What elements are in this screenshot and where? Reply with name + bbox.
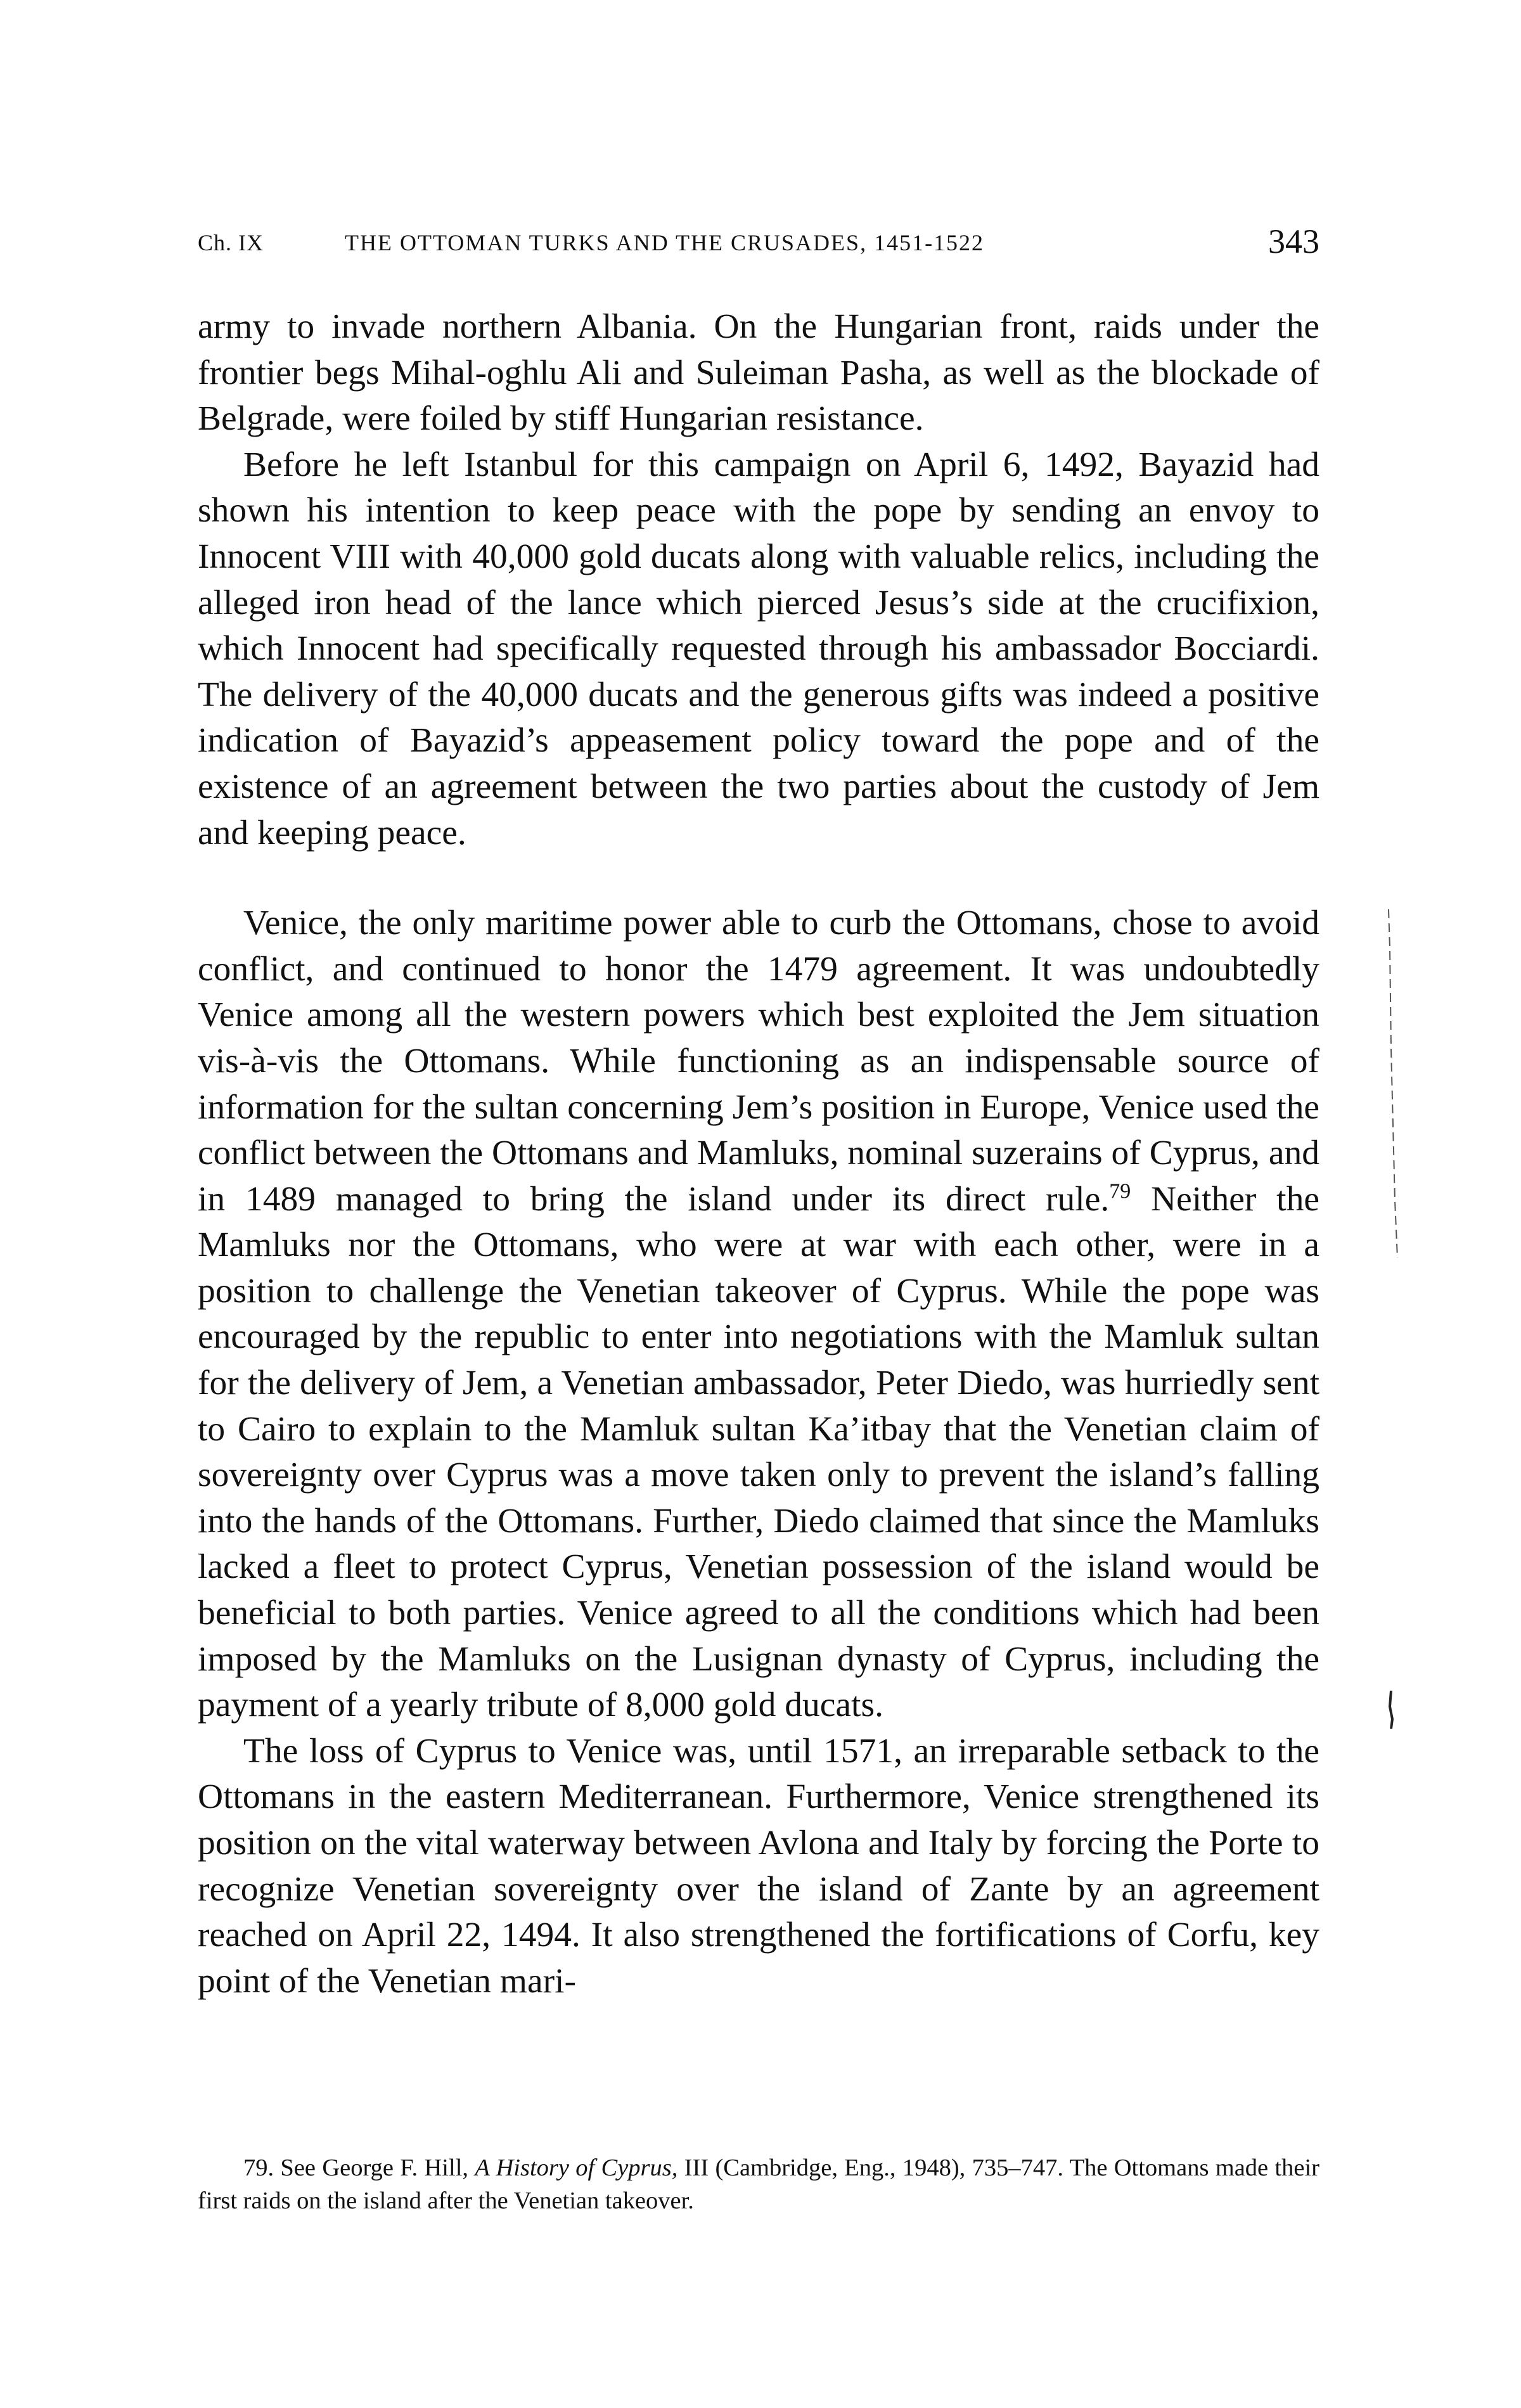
- footnote-book-title: A History of Cyprus,: [475, 2155, 678, 2181]
- body-text: [198, 304, 1319, 2004]
- footnote-text-after: III (Cambridge, Eng., 1948), 735–747. The Ottomans made their first raids on the island after the Venetian takeover.: [198, 2155, 1319, 2214]
- chapter-label: Ch. IX: [198, 230, 264, 255]
- running-head: [198, 222, 1319, 266]
- footnote-text-before: See George F. Hill,: [274, 2155, 475, 2181]
- paragraph-3-text-before: Venice, the only maritime power able to curb the Ottomans, chose to avoid conflict, and continued to honor the 1479 agreement. It was undoubtedly Venice among all the western powers which best exploited the Jem situation vis-à-vis the Ottomans. While functioning as an indispensable source of information for the sultan concerning Jem’s position in Europe, Venice used the conflict between the Ottomans and Mamluks, nominal suzerains of Cyprus, and in 1489 managed to bring the island under its direct rule.: [198, 904, 1319, 1219]
- paragraph-2: Before he left Istanbul for this campaign on April 6, 1492, Bayazid had shown his intention to keep peace with the pope by sending an envoy to Innocent VIII with 40,000 gold ducats along with valuable relics, including the alleged iron head of the lance which pierced Jesus’s side at the crucifixion, which Innocent had specifically requested through his ambassador Bocciardi. The delivery of the 40,000 ducats and the generous gifts was indeed a positive indication of Bayazid’s appeasement policy toward the pope and of the existence of an agreement between the two parties about the custody of Jem and keeping peace.: [198, 445, 1319, 852]
- paragraph-3-text-after: Neither the Mamluks nor the Ottomans, who were at war with each other, were in a position to challenge the Venetian takeover of Cyprus. While the pope was encouraged by the republic to enter into negotiations with the Mamluk sultan for the delivery of Jem, a Venetian ambassador, Peter Diedo, was hurriedly sent to Cairo to explain to the Mamluk sultan Ka’itbay that the Venetian claim of sovereignty over Cyprus was a move taken only to prevent the island’s falling into the hands of the Ottomans. Further, Diedo claimed that since the Mamluks lacked a fleet to protect Cyprus, Venetian possession of the island would be beneficial to both parties. Venice agreed to all the conditions which had been imposed by the Mamluks on the Lusignan dynasty of Cyprus, including the payment of a yearly tribute of 8,000 gold ducats.: [198, 1179, 1319, 1725]
- footnotes: [198, 2151, 1319, 2217]
- footnote-number: 79.: [243, 2155, 274, 2181]
- margin-pencil-mark: [1385, 909, 1404, 1258]
- paragraph-4: The loss of Cyprus to Venice was, until 1571, an irreparable setback to the Ottomans in the eastern Mediterranean. Furthermore, Venice strengthened its position on the vital waterway between Avlona and Italy by forcing the Porte to recognize Venetian sovereignty over the island of Zante by an agreement reached on April 22, 1494. It also strengthened the fortifications of Corfu, key point of the Venetian mari-: [198, 1731, 1319, 2001]
- margin-ink-mark: [1385, 1691, 1397, 1729]
- paragraph-3: [198, 900, 1319, 1729]
- page-number: 343: [1268, 222, 1319, 260]
- chapter-title: THE OTTOMAN TURKS AND THE CRUSADES, 1451-1522: [345, 230, 985, 255]
- footnote-reference[interactable]: 79: [1109, 1179, 1131, 1203]
- footnote-79: [198, 2151, 1319, 2217]
- paragraph-1: army to invade northern Albania. On the Hungarian front, raids under the frontier begs Mihal-oghlu Ali and Suleiman Pasha, as well as the blockade of Belgrade, were foiled by stiff Hungarian resistance.: [198, 307, 1319, 439]
